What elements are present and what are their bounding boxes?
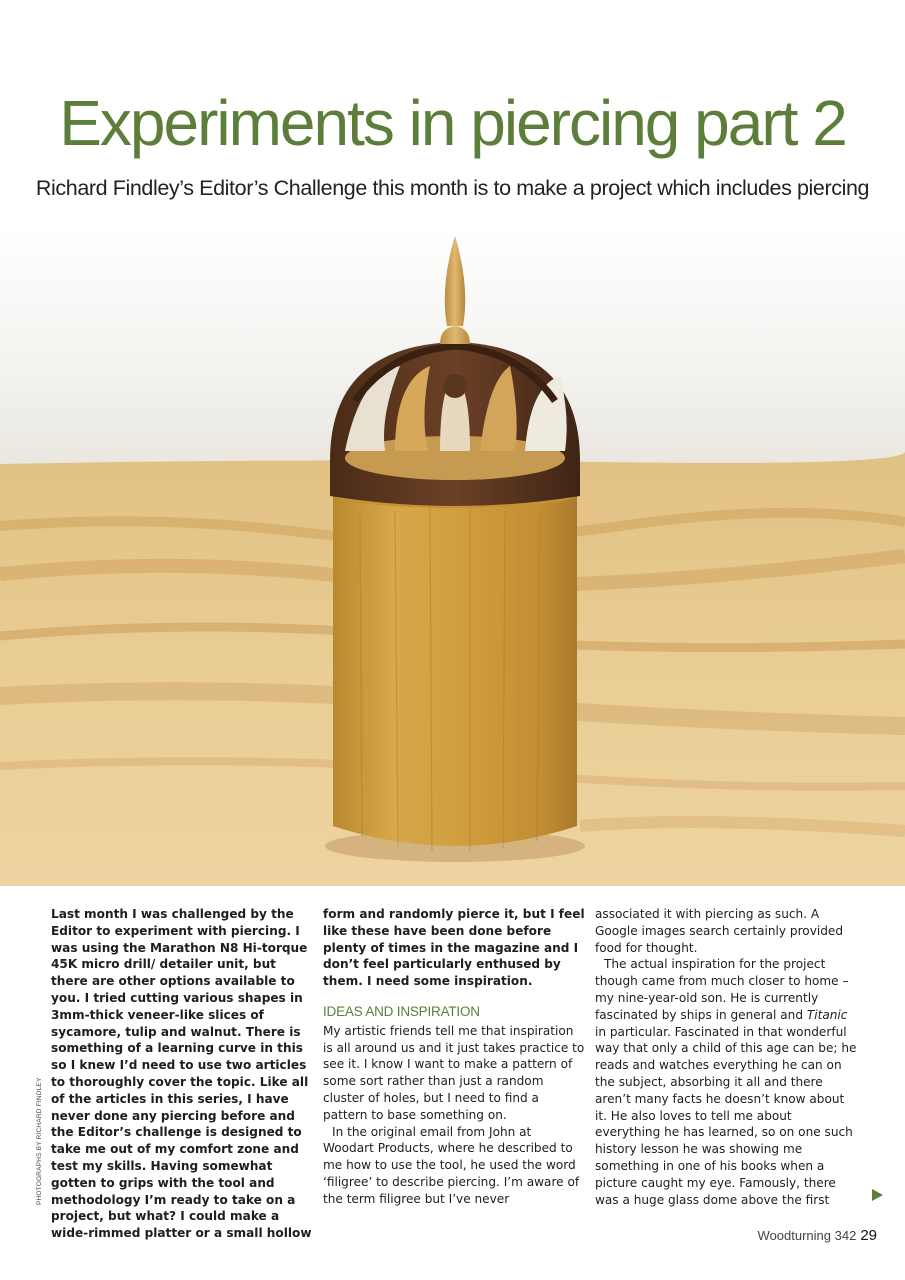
- intro-paragraph-continued: form and randomly pierce it, but I feel like these have been done before plenty of times in the magazine and I don’t feel particularly enthused by them. I need some inspiration.: [323, 907, 585, 989]
- italic-text: Titanic: [806, 1007, 848, 1022]
- magazine-issue: Woodturning 342: [757, 1228, 857, 1243]
- text-span: The actual inspiration for the project though came from much closer to home – my nine-year-old son. He is currently fascinated by ships in general and: [595, 957, 849, 1022]
- article-subtitle: Richard Findley’s Editor’s Challenge this month is to make a project which includes piercing: [35, 176, 870, 200]
- column-3: [595, 906, 857, 1208]
- body-paragraph: In the original email from John at Woodart Products, where he described to me how to use the tool, he used the word ‘filigree’ to describe piercing. I’m aware of the term filigree but I’ve never: [323, 1124, 580, 1206]
- article-title: Experiments in piercing part 2: [59, 87, 846, 159]
- column-2: [323, 906, 585, 1208]
- page-number: 29: [860, 1227, 877, 1244]
- body-paragraph: [595, 956, 857, 1208]
- text-span: in particular. Fascinated in that wonderful way that only a child of this age can be; he reads and watches everything he can on the subject, absorbing it all and there aren’t many facts he doesn’t know about it. He also loves to tell me about everything he has learned, so on one such history lesson he was showing me something in one of his books when a picture caught my eye. Famously, there was a huge glass dome above the first: [595, 1024, 857, 1207]
- body-paragraph: My artistic friends tell me that inspiration is all around us and it just takes practice to see it. I know I want to make a pattern of some sort rather than just a random cluster of holes, but I need to find a pattern to base something on.: [323, 1023, 585, 1122]
- page-footer: [758, 1227, 877, 1244]
- section-heading: IDEAS AND INSPIRATION: [323, 1003, 480, 1019]
- body-paragraph: associated it with piercing as such. A Google images search certainly provided food for thought.: [595, 907, 844, 955]
- continue-arrow-icon: [872, 1189, 883, 1201]
- column-1: [51, 906, 313, 1242]
- article-photo: [0, 226, 905, 886]
- intro-paragraph: Last month I was challenged by the Editor to experiment with piercing. I was using the Marathon N8 Hi-torque 45K micro drill/ detailer unit, but there are other options available to you. I tried cutting various shapes in 3mm-thick veneer-like slices of sycamore, tulip and walnut. There is something of a learning curve in this so I knew I’d need to use two articles to thoroughly cover the topic. Like all of the articles in this series, I have never done any piercing before and the Editor’s challenge is designed to take me out of my comfort zone and test my skills. Having somewhat gotten to grips with the tool and methodology I’m ready to take on a project, but what? I could make a wide-rimmed platter or a small hollow: [51, 907, 312, 1241]
- photo-credit: PHOTOGRAPHS BY RICHARD FINDLEY: [36, 1077, 43, 1205]
